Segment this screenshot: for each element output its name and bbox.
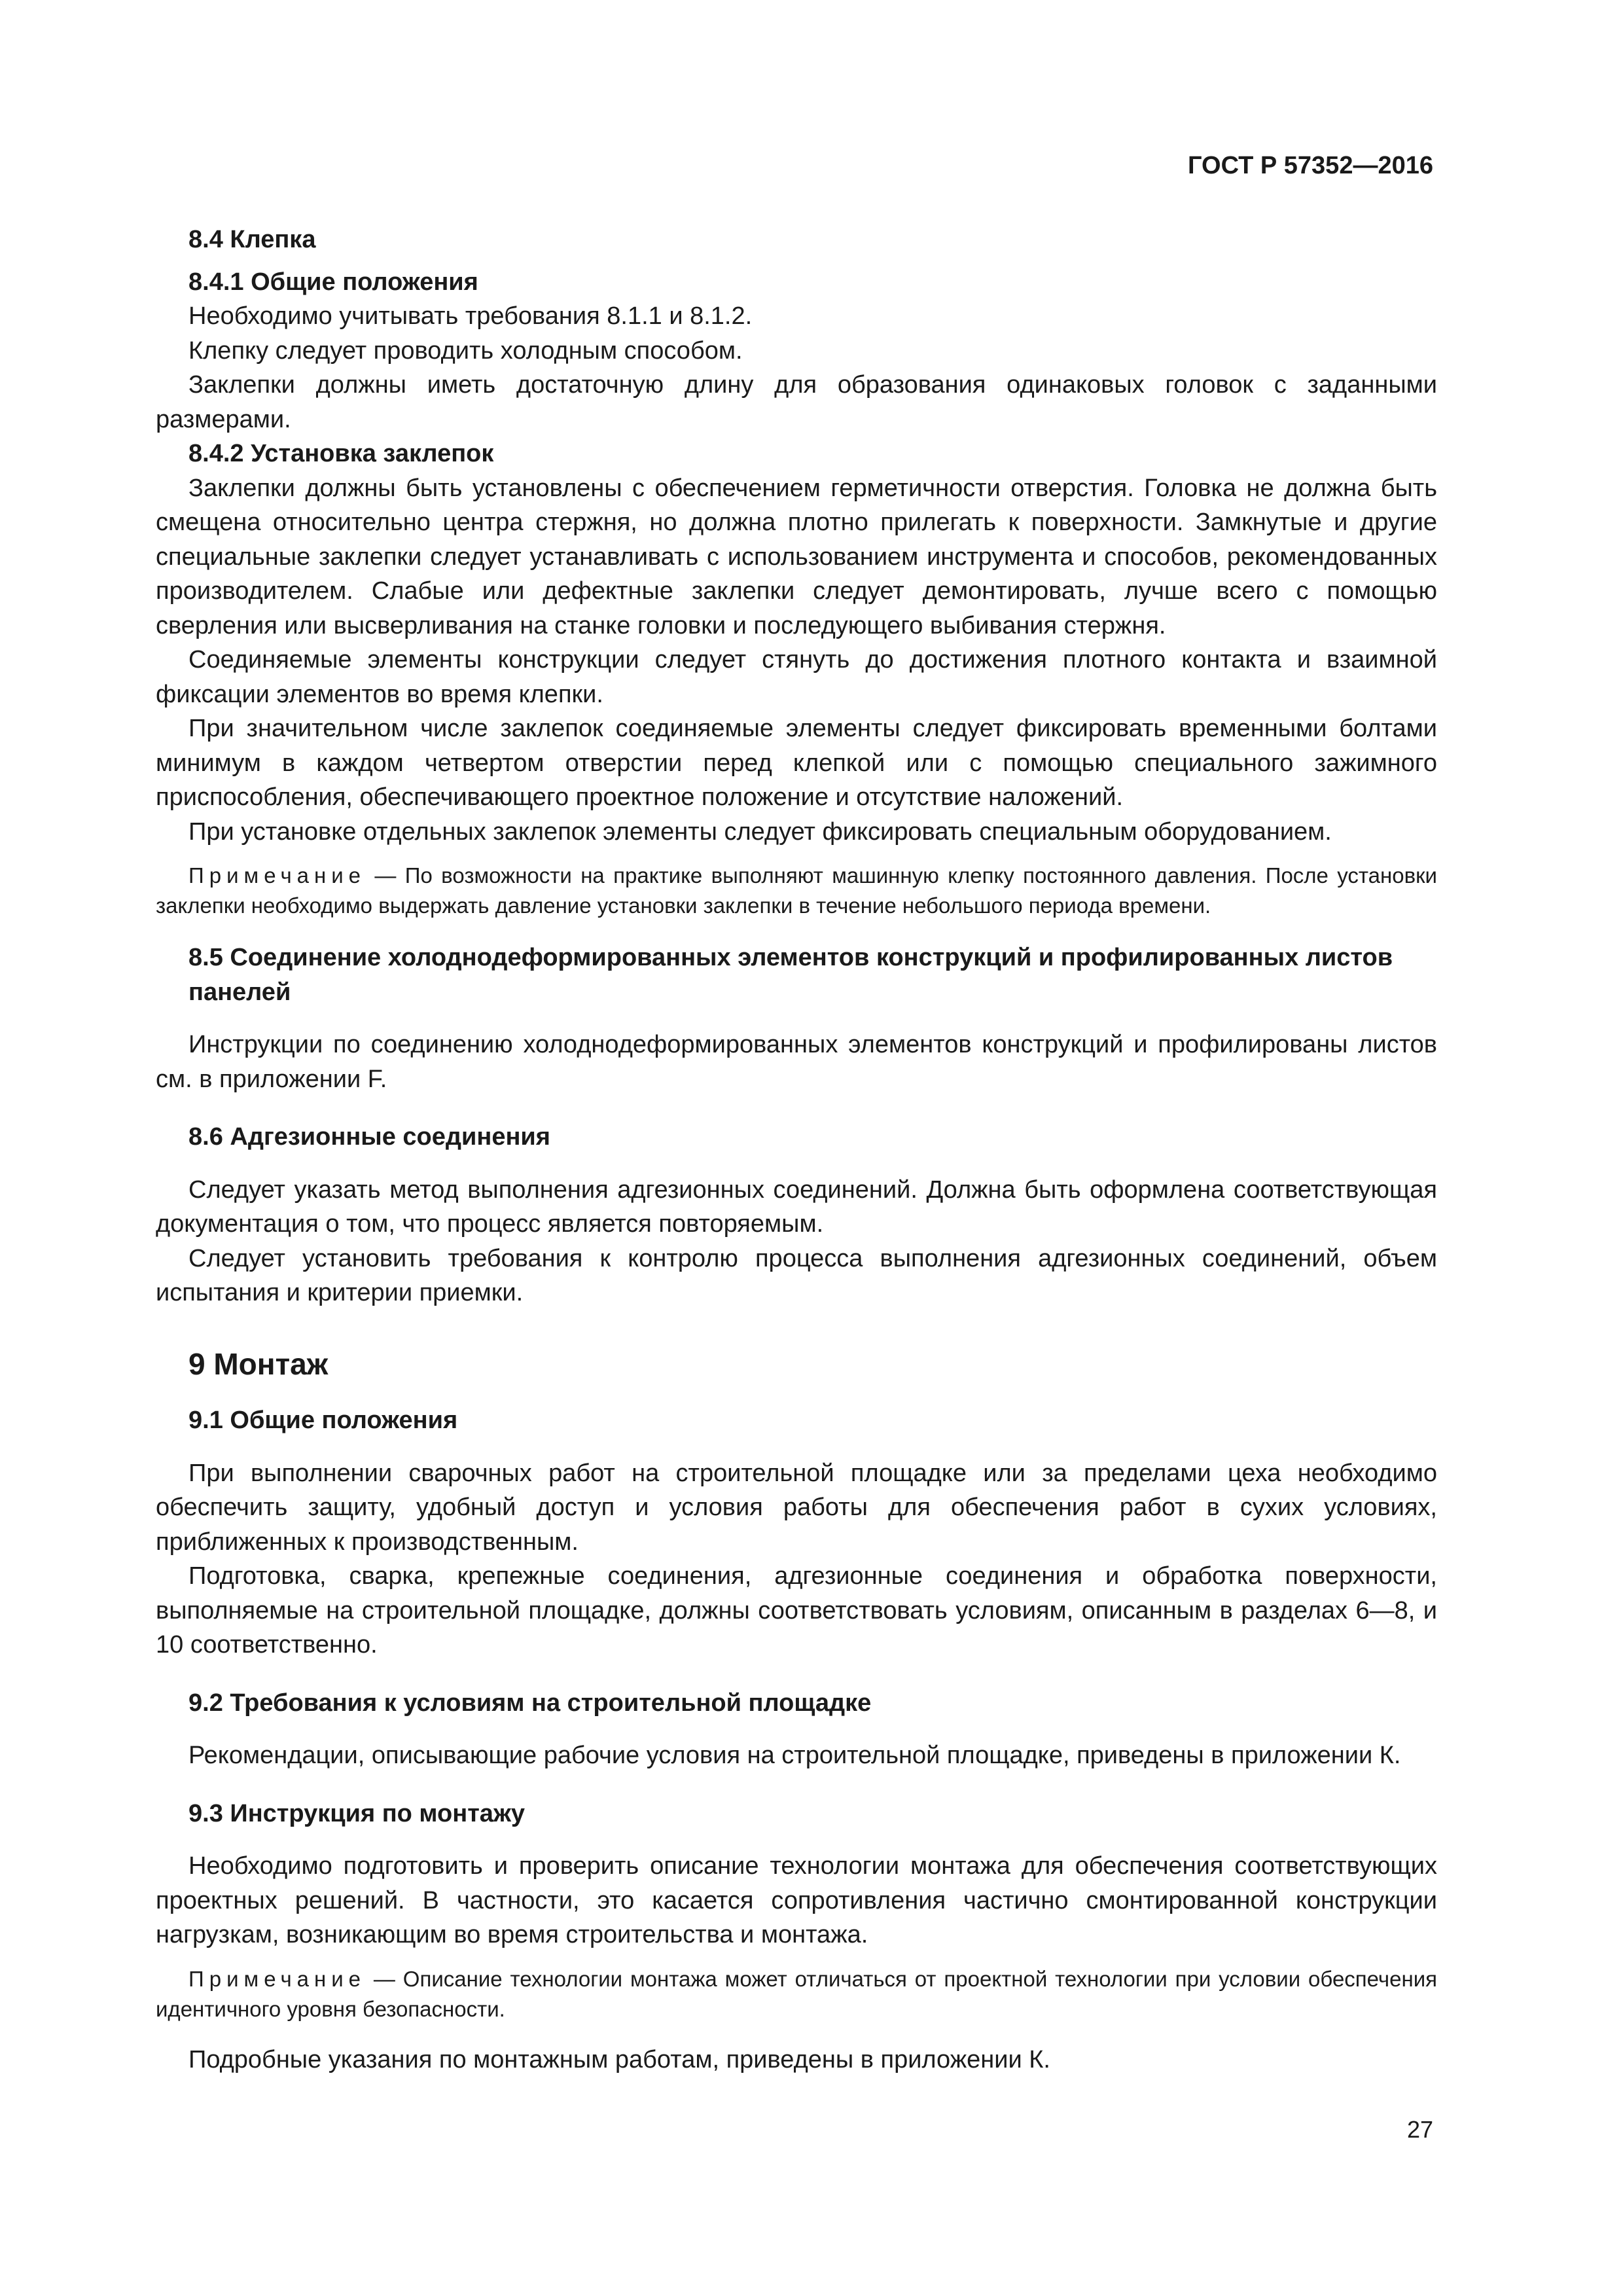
paragraph: Соединяемые элементы конструкции следует стянуть до достижения плотного контакта и взаимной фиксации элементов во время клепки.	[156, 646, 1437, 708]
note-label: Примечание	[188, 863, 366, 888]
paragraph: Следует установить требования к контролю процесса выполнения адгезионных соединений, объем испытания и критерии приемки.	[156, 1244, 1437, 1306]
section-8-5-title: 8.5 Соединение холоднодеформированных элементов конструкций и профилированных листов панелей	[188, 944, 1393, 1006]
paragraph: При выполнении сварочных работ на строительной площадке или за пределами цеха необходимо обеспечить защиту, удобный доступ и условия работы для обеспечения работ в сухих условиях, приближенных к производственным.	[156, 1459, 1437, 1556]
paragraph: При значительном числе заклепок соединяемые элементы следует фиксировать временными болтами минимум в каждом четвертом отверстии перед клепкой или с помощью специального зажимного приспособления, обеспечивающего проектное положение и отсутствие наложений.	[156, 715, 1437, 811]
paragraph: Инструкции по соединению холоднодеформированных элементов конструкций и профилированы листов см. в приложении F.	[156, 1031, 1437, 1093]
note-text: — По возможности на практике выполняют машинную клепку постоянного давления. После установки заклепки необходимо выдержать давление установки заклепки в течение небольшого периода времени.	[156, 863, 1437, 918]
page-number: 27	[1406, 2116, 1433, 2143]
paragraph: Заклепки должны иметь достаточную длину для образования одинаковых головок с заданными размерами.	[156, 371, 1437, 433]
section-8-4-title: 8.4 Клепка	[188, 226, 316, 253]
note-text: — Описание технологии монтажа может отличаться от проектной технологии при условии обеспечения идентичного уровня безопасности.	[156, 1966, 1437, 2021]
paragraph: Клепку следует проводить холодным способом.	[188, 336, 743, 365]
paragraph: Необходимо учитывать требования 8.1.1 и 8.1.2.	[188, 302, 753, 330]
section-9-3-title: 9.3 Инструкция по монтажу	[188, 1799, 526, 1827]
section-8-4-1-title: 8.4.1 Общие положения	[188, 268, 478, 296]
document-header: ГОСТ Р 57352—2016	[1188, 152, 1433, 179]
paragraph: Заклепки должны быть установлены с обеспечением герметичности отверстия. Головка не должна быть смещена относительно центра стержня, но должна плотно прилегать к поверхности. Замкнутые и другие специальные заклепки следует устанавливать с использованием инструмента и способов, рекомендованных производителем. Слабые или дефектные заклепки следует демонтировать, лучше всего с помощью сверления или высверливания на станке головки и последующего выбивания стержня.	[156, 474, 1437, 639]
section-9-title: 9 Монтаж	[188, 1346, 329, 1381]
paragraph: Подготовка, сварка, крепежные соединения, адгезионные соединения и обработка поверхности, выполняемые на строительной площадке, должны соответствовать условиям, описанным в разделах 6—8, и 10 соответственно.	[156, 1562, 1437, 1659]
section-8-4-2-title: 8.4.2 Установка заклепок	[188, 440, 494, 467]
note	[156, 861, 1437, 921]
section-9-2-title: 9.2 Требования к условиям на строительной площадке	[188, 1689, 872, 1717]
section-8-6-title: 8.6 Адгезионные соединения	[188, 1123, 550, 1151]
paragraph: Следует указать метод выполнения адгезионных соединений. Должна быть оформлена соответствующая документация о том, что процесс является повторяемым.	[156, 1175, 1437, 1238]
paragraph: Подробные указания по монтажным работам, приведены в приложении К.	[188, 2045, 1050, 2073]
paragraph: Рекомендации, описывающие рабочие условия на строительной площадке, приведены в приложении К.	[188, 1742, 1401, 1769]
note	[156, 1964, 1437, 2024]
section-9-1-title: 9.1 Общие положения	[188, 1407, 458, 1434]
paragraph: При установке отдельных заклепок элементы следует фиксировать специальным оборудованием.	[188, 817, 1332, 846]
document-body	[156, 223, 1437, 2077]
note-label: Примечание	[188, 1966, 366, 1991]
paragraph: Необходимо подготовить и проверить описание технологии монтажа для обеспечения соответствующих проектных решений. В частности, это касается сопротивления частично смонтированной конструкции нагрузкам, возникающим во время строительства и монтажа.	[156, 1852, 1437, 1948]
